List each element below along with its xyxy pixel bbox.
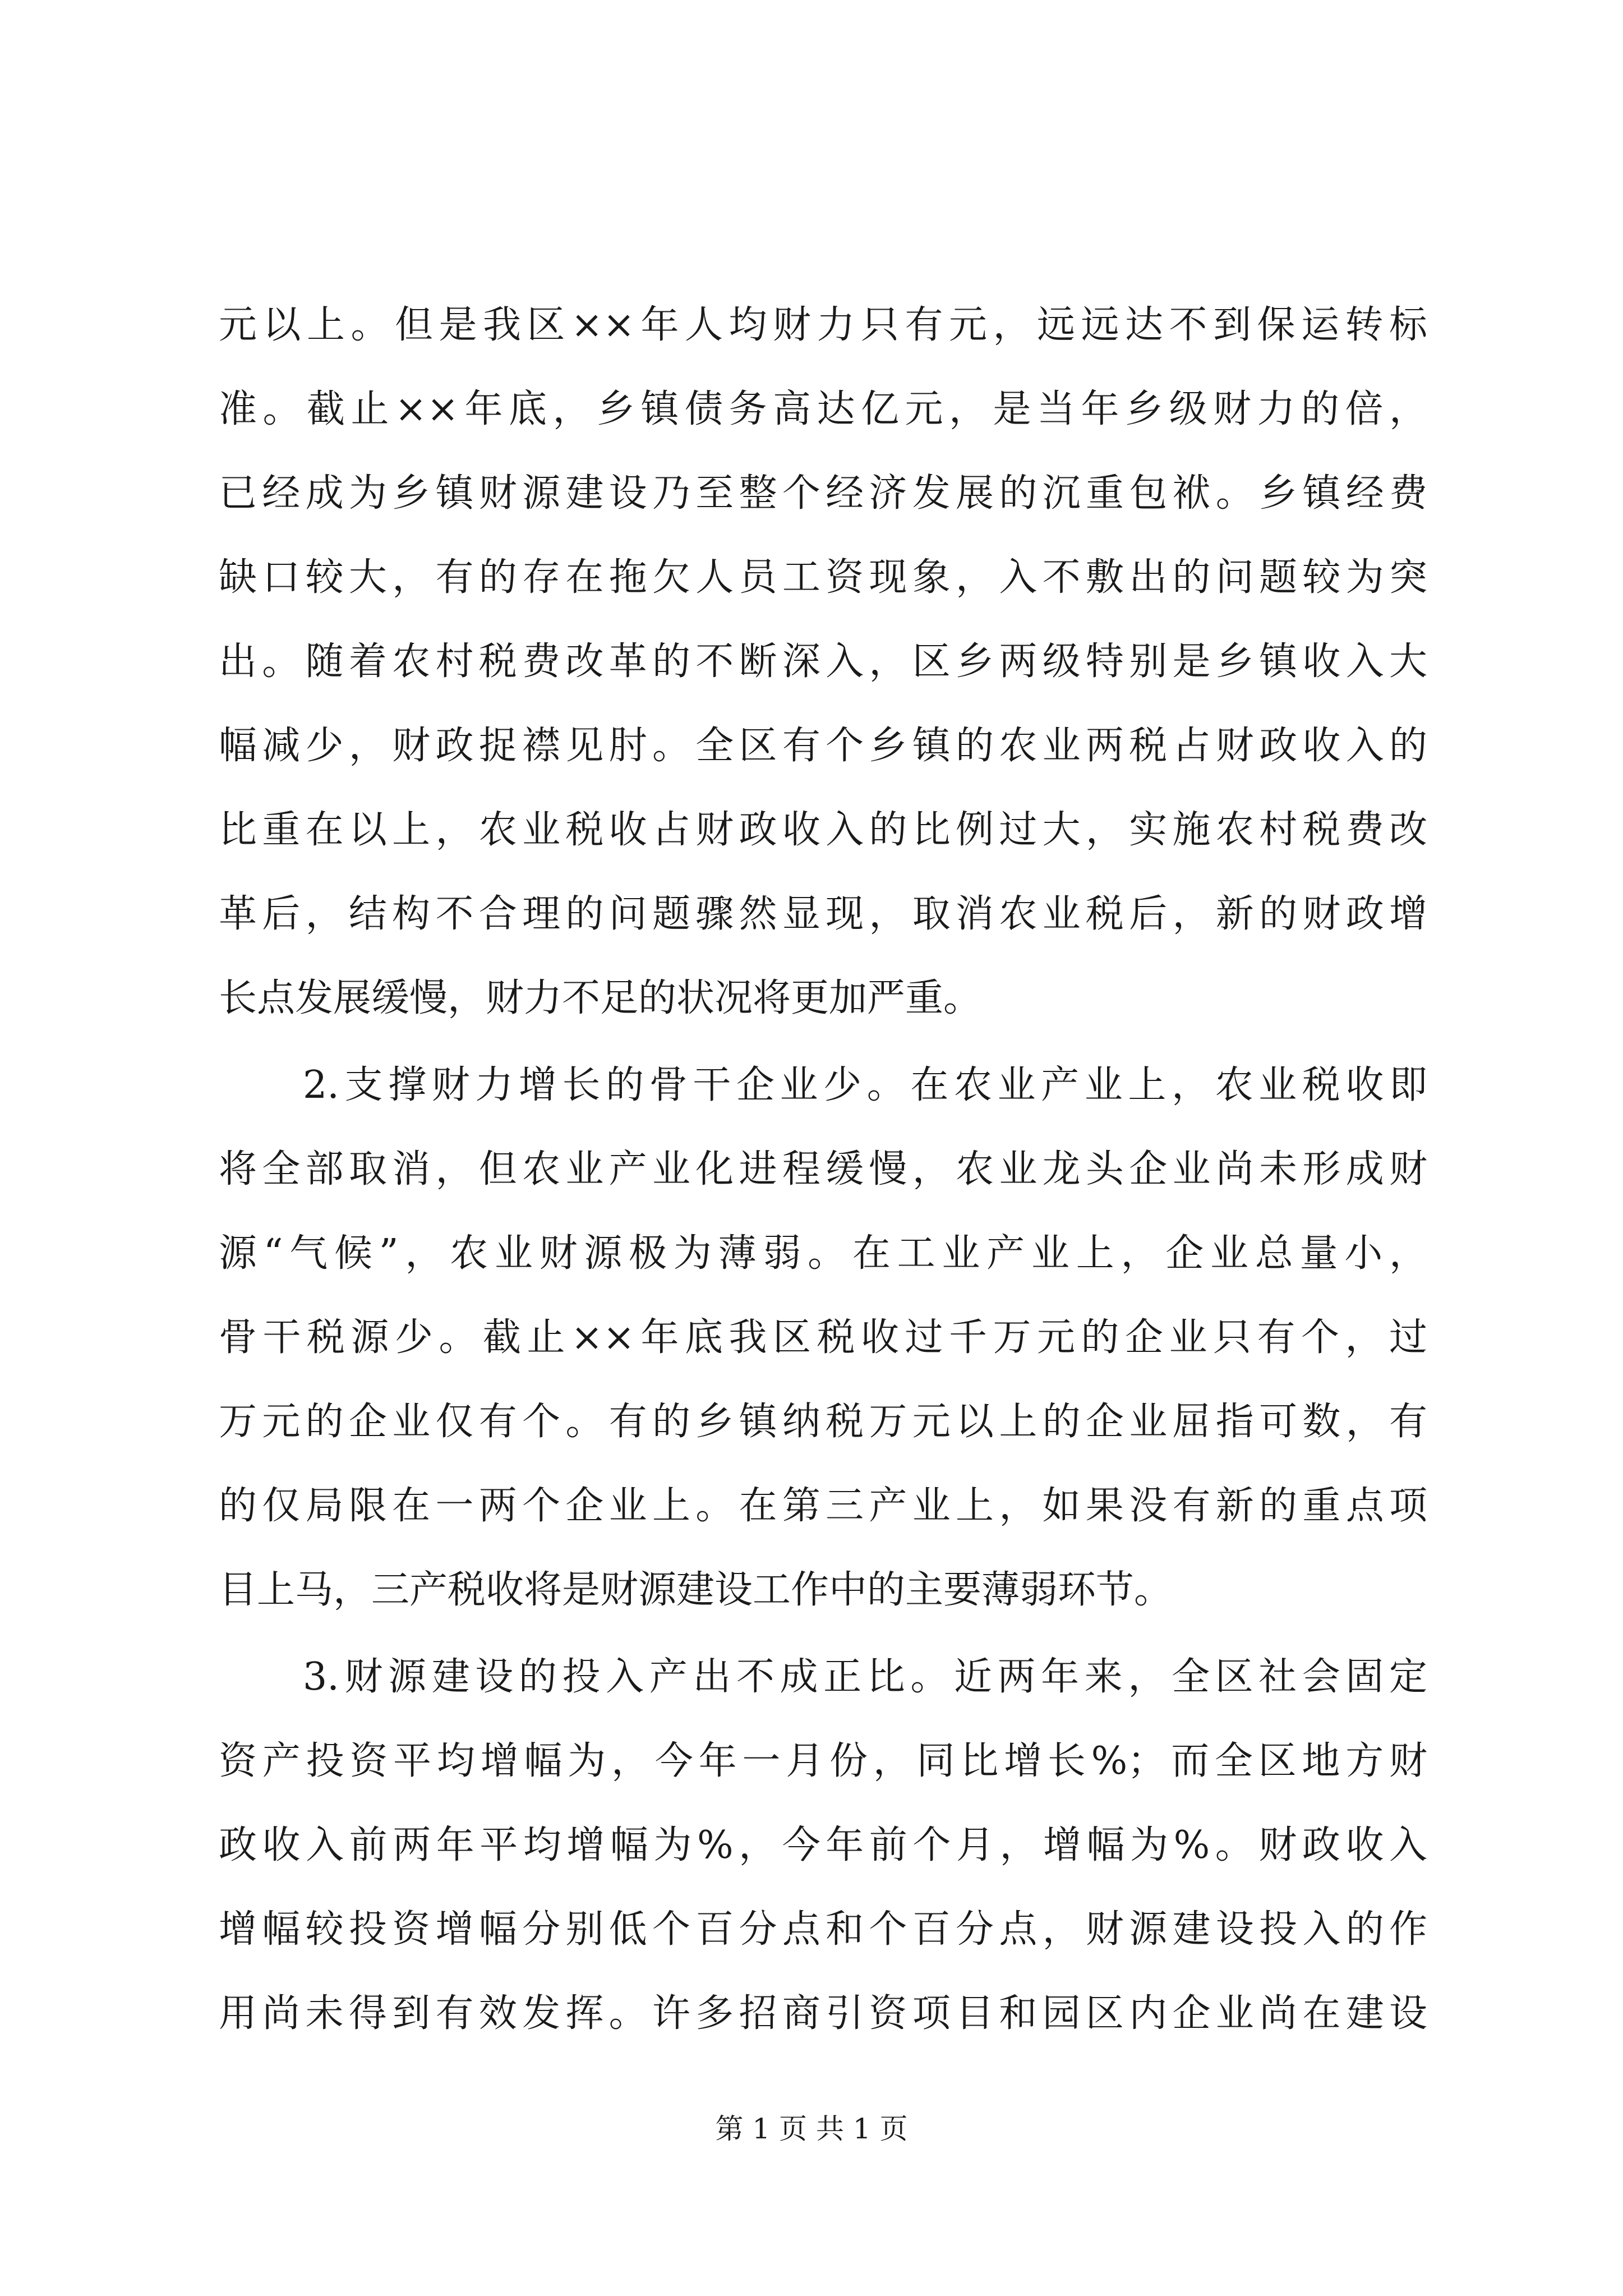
text-line: 增幅较投资增幅分别低个百分点和个百分点，财源建设投入的作 <box>219 1907 1427 1952</box>
paragraph-heading: 2.支撑财力增长的骨干企业少。在农业产业上，农业税收即 <box>303 1063 1427 1107</box>
text-line: 元以上。但是我区××年人均财力只有元，远远达不到保运转标 <box>219 303 1427 347</box>
text-line: 万元的企业仅有个。有的乡镇纳税万元以上的企业屈指可数，有 <box>219 1400 1427 1444</box>
text-line: 目上马，三产税收将是财源建设工作中的主要薄弱环节。 <box>219 1568 1173 1612</box>
text-line: 政收入前两年平均增幅为%，今年前个月，增幅为%。财政收入 <box>219 1823 1427 1867</box>
text-line: 已经成为乡镇财源建设乃至整个经济发展的沉重包袱。乡镇经费 <box>219 471 1427 516</box>
text-line: 资产投资平均增幅为，今年一月份，同比增长%；而全区地方财 <box>219 1739 1427 1783</box>
text-line: 用尚未得到有效发挥。许多招商引资项目和园区内企业尚在建设 <box>219 1991 1427 2036</box>
paragraph-heading: 3.财源建设的投入产出不成正比。近两年来，全区社会固定 <box>303 1655 1427 1699</box>
text-line: 革后，结构不合理的问题骤然显现，取消农业税后，新的财政增 <box>219 892 1427 936</box>
text-line: 准。截止××年底，乡镇债务高达亿元，是当年乡级财力的倍， <box>219 387 1427 431</box>
text-line: 长点发展缓慢，财力不足的状况将更加严重。 <box>219 976 982 1020</box>
text-line: 源“气候”，农业财源极为薄弱。在工业产业上，企业总量小， <box>219 1231 1427 1276</box>
text-line: 比重在以上，农业税收占财政收入的比例过大，实施农村税费改 <box>219 808 1427 852</box>
text-line: 缺口较大，有的存在拖欠人员工资现象，入不敷出的问题较为突 <box>219 555 1427 600</box>
text-line: 幅减少，财政捉襟见肘。全区有个乡镇的农业两税占财政收入的 <box>219 724 1427 768</box>
text-line: 将全部取消，但农业产业化进程缓慢，农业龙头企业尚未形成财 <box>219 1147 1427 1191</box>
text-line: 出。随着农村税费改革的不断深入，区乡两级特别是乡镇收入大 <box>219 639 1427 684</box>
page-number-footer: 第 1 页 共 1 页 <box>715 2113 908 2145</box>
text-line: 骨干税源少。截止××年底我区税收过千万元的企业只有个，过 <box>219 1315 1427 1360</box>
text-line: 的仅局限在一两个企业上。在第三产业上，如果没有新的重点项 <box>219 1484 1427 1528</box>
